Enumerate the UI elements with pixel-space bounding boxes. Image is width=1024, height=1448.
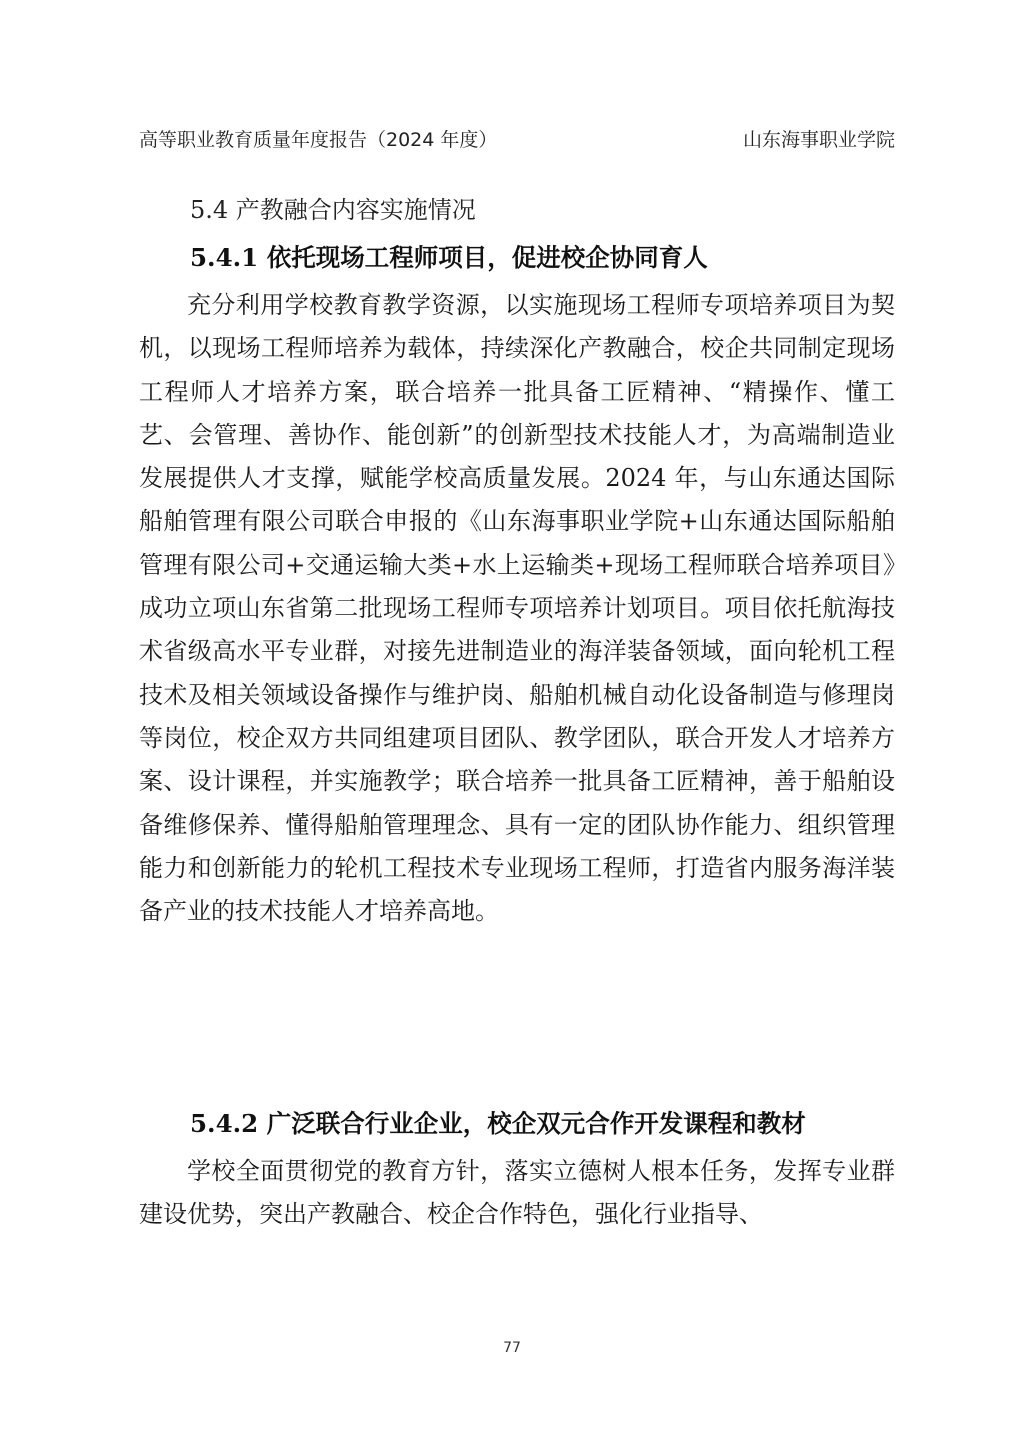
- report-title: 高等职业教育质量年度报告（2024 年度）: [139, 128, 498, 151]
- page-number: 77: [503, 1340, 521, 1356]
- page-header: [139, 124, 895, 152]
- body-paragraph: 充分利用学校教育教学资源，以实施现场工程师专项培养项目为契机，以现场工程师培养为载体，持续深化产教融合，校企共同制定现场工程师人才培养方案，联合培养一批具备工匠精神、“精操作、懂工艺、会管理、善协作、能创新”的创新型技术技能人才，为高端制造业发展提供人才支撑，赋能学校高质量发展。2024 年，与山东通达国际船舶管理有限公司联合申报的《山东海事职业学院+山东通达国际船舶管理有限公司+交通运输大类+水上运输类+现场工程师联合培养项目》成功立项山东省第二批现场工程师专项培养计划项目。项目依托航海技术省级高水平专业群，对接先进制造业的海洋装备领域，面向轮机工程技术及相关领域设备操作与维护岗、船舶机械自动化设备制造与修理岗等岗位，校企双方共同组建项目团队、教学团队，联合开发人才培养方案、设计课程，并实施教学；联合培养一批具备工匠精神，善于船舶设备维修保养、懂得船舶管理理念、具有一定的团队协作能力、组织管理能力和创新能力的轮机工程技术专业现场工程师，打造省内服务海洋装备产业的技术技能人才培养高地。: [139, 291, 895, 926]
- institution-name: 山东海事职业学院: [742, 128, 895, 151]
- body-paragraph: 学校全面贯彻党的教育方针，落实立德树人根本任务，发挥专业群建设优势，突出产教融合、校企合作特色，强化行业指导、: [139, 1157, 895, 1229]
- subsection-heading: 5.4.1 依托现场工程师项目，促进校企协同育人: [190, 243, 708, 272]
- subsection-heading: 5.4.2 广泛联合行业企业，校企双元合作开发课程和教材: [190, 1109, 806, 1138]
- section-heading: 5.4 产教融合内容实施情况: [190, 196, 476, 224]
